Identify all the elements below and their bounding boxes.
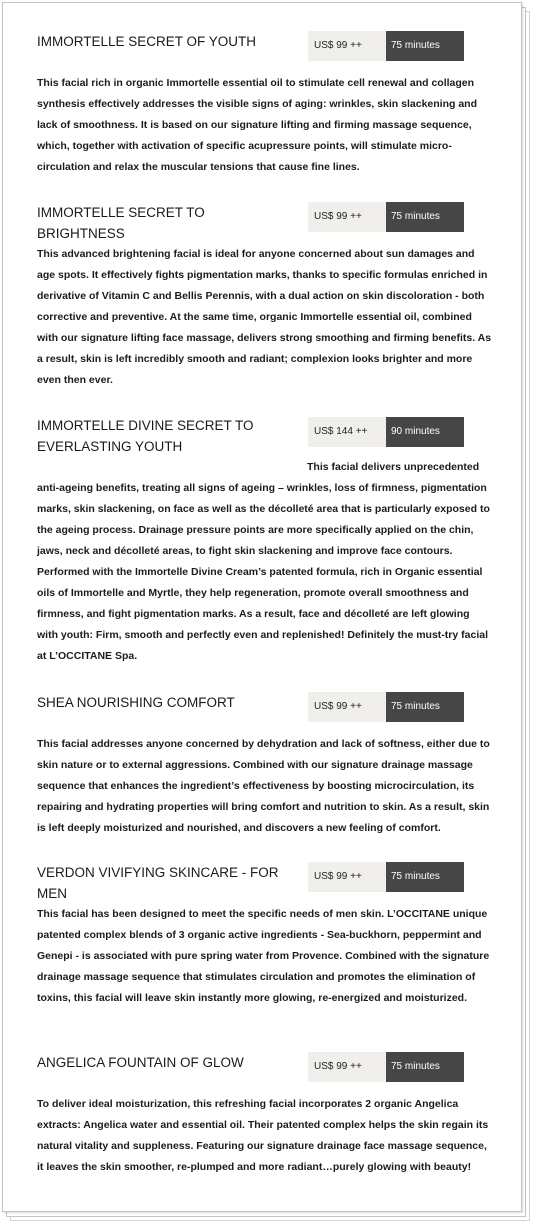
treatment-description: This facial delivers unprecedented anti-ageing benefits, treating all signs of ageing – wrinkles, loss of firmness, pigmentation marks, skin slackening, on face as well as the décolleté area that is particularly exposed to the ageing process. Drainage pressure points are more specifically applied on the chin, jaws, neck and décolleté areas, to fight skin slackening and improve face contours. Performed with the Immortelle Divine Cream’s patented formula, rich in Organic essential oils of Immortelle and Myrtle, they help regeneration, promote overall smoothness and firmness, and fight pigmentation marks. As a result, face and décolleté are left glowing with youth: Firm, smooth and perfectly even and replenished! Definitely the must-try facial at L’OCCITANE Spa.: [37, 461, 490, 662]
price-badge: US$ 99 ++: [308, 202, 386, 232]
treatment-title: IMMORTELLE DIVINE SECRET TO EVERLASTING YOUTH: [37, 418, 254, 454]
duration-badge: 75 minutes: [386, 862, 464, 892]
treatment-description: This facial has been designed to meet the specific needs of men skin. L’OCCITANE unique patented complex blends of 3 organic active ingredients - Sea-buckhorn, peppermint and Genepi - is associated with pure spring water from Provence. Combined with the signature drainage massage sequence that stimulates circulation and promotes the elimination of toxins, this facial will leave skin instantly more glowing, re-energized and moisturized.: [37, 908, 490, 1004]
duration-badge: 75 minutes: [386, 692, 464, 722]
treatment-title: VERDON VIVIFYING SKINCARE - FOR MEN: [37, 865, 279, 901]
price-badge: US$ 99 ++: [308, 862, 386, 892]
treatment-description: This advanced brightening facial is ideal for anyone concerned about sun damages and age spots. It effectively fights pigmentation marks, thanks to specific formulas enriched in derivative of Vitamin C and Bellis Perennis, with a dual action on skin discoloration - both corrective and preventive. At the same time, organic Immortelle essential oil, combined with our signature lifting face massage, delivers strong smoothing and firming benefits. As a result, skin is left incredibly smooth and radiant; complexion looks brighter and more even then ever.: [37, 248, 492, 386]
price-badge: US$ 99 ++: [308, 31, 386, 61]
treatment-description: This facial addresses anyone concerned by dehydration and lack of softness, either due to skin nature or to external aggressions. Combined with our signature drainage massage sequence that enhances the ingredient’s effectiveness by boosting microcirculation, its repairing and hydrating properties will bring comfort and nutrition to skin. As a result, skin is left deeply moisturized and nourished, and discovers a new feeling of comfort.: [37, 738, 490, 834]
duration-badge: 75 minutes: [386, 31, 464, 61]
treatment-title: IMMORTELLE SECRET TO BRIGHTNESS: [37, 205, 205, 241]
treatment-title: ANGELICA FOUNTAIN OF GLOW: [37, 1055, 244, 1070]
duration-badge: 90 minutes: [386, 417, 464, 447]
price-badge: US$ 99 ++: [308, 692, 386, 722]
treatment-description: To deliver ideal moisturization, this refreshing facial incorporates 2 organic Angelica extracts: Angelica water and essential oil. Their patented complex helps the skin regain its natural vitality and suppleness. Featuring our signature drainage face massage sequence, it leaves the skin smoother, re-plumped and more radiant…purely glowing with beauty!: [37, 1098, 489, 1173]
price-badge: US$ 144 ++: [308, 417, 386, 447]
duration-badge: 75 minutes: [386, 202, 464, 232]
treatment-title: IMMORTELLE SECRET OF YOUTH: [37, 34, 257, 49]
duration-badge: 75 minutes: [386, 1052, 464, 1082]
price-badge: US$ 99 ++: [308, 1052, 386, 1082]
treatment-title: SHEA NOURISHING COMFORT: [37, 695, 235, 710]
treatment-description: This facial rich in organic Immortelle essential oil to stimulate cell renewal and collagen synthesis effectively addresses the visible signs of aging: wrinkles, skin slackening and lack of smoothness. It is based on our signature lifting and firming massage sequence, which, together with activation of specific acupressure points, will stimulate micro-circulation and relax the muscular tensions that cause fine lines.: [37, 77, 477, 173]
